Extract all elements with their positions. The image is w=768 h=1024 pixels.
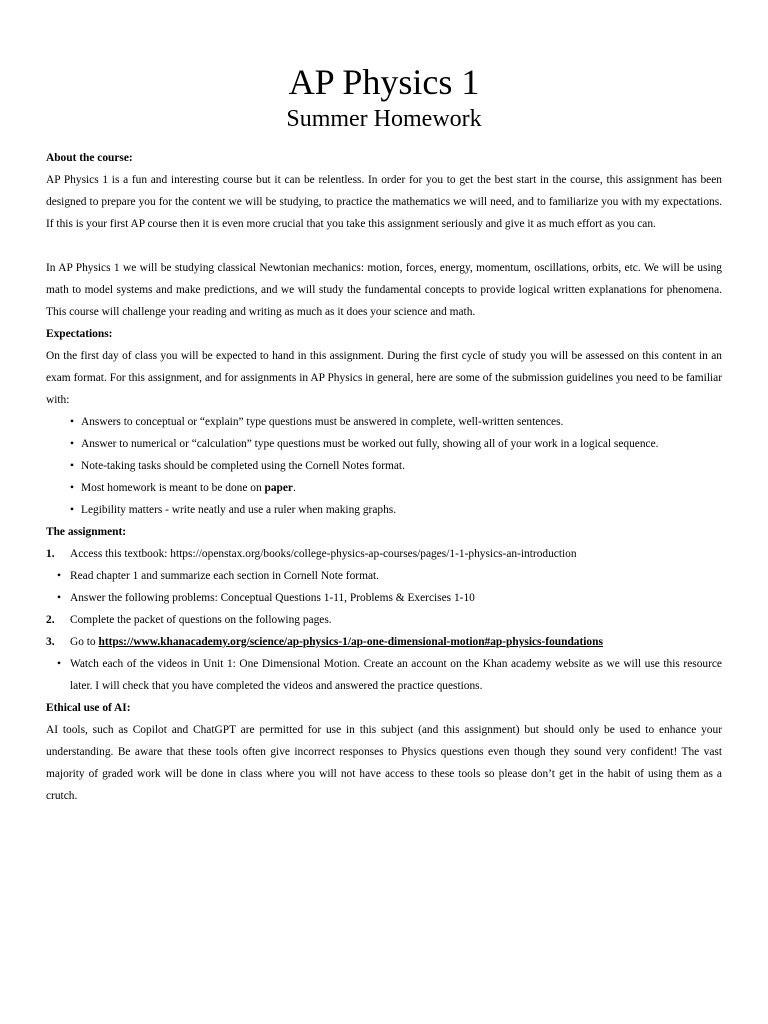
step-text-prefix: Go to bbox=[70, 636, 99, 648]
bullet-icon: • bbox=[57, 658, 61, 670]
step-number: 1. bbox=[46, 548, 55, 560]
list-item-text: Answers to conceptual or “explain” type questions must be answered in complete, well-written sentences. bbox=[81, 416, 564, 428]
bullet-icon: • bbox=[70, 416, 74, 428]
bullet-icon: • bbox=[70, 438, 74, 450]
list-item-text: Answer the following problems: Conceptual Questions 1-11, Problems & Exercises 1-10 bbox=[70, 592, 475, 604]
ai-paragraph: AI tools, such as Copilot and ChatGPT are permitted for use in this subject (and this assignment) but should only be used to enhance your understanding. Be aware that these tools often give incorrect responses to Physics questions even though they sound very confident! The vast majority of graded work will be done in class where you will not have access to these tools so please don’t get in the habit of using them as a crutch. bbox=[46, 724, 722, 802]
list-item-text: Answer to numerical or “calculation” type questions must be worked out fully, showing all of your work in a logical sequence. bbox=[81, 438, 659, 450]
list-item-text: Read chapter 1 and summarize each section in Cornell Note format. bbox=[70, 570, 380, 582]
ai-heading: Ethical use of AI: bbox=[46, 702, 131, 714]
list-item bbox=[46, 411, 722, 433]
document-page bbox=[46, 0, 722, 807]
bullet-icon: • bbox=[70, 460, 74, 472]
document-body bbox=[46, 147, 722, 807]
list-item-text-prefix: Most homework is meant to be done on bbox=[81, 482, 265, 494]
list-item-text: Watch each of the videos in Unit 1: One Dimensional Motion. Create an account on the Khan academy website as we will use this resource later. I will check that you have completed the videos and answered the practice questions. bbox=[70, 658, 722, 692]
expectations-intro: On the first day of class you will be expected to hand in this assignment. During the first cycle of study you will be assessed on this content in an exam format. For this assignment, and for assignments in AP Physics in general, here are some of the submission guidelines you need to be familiar with: bbox=[46, 350, 722, 406]
list-item-text: Legibility matters - write neatly and use a ruler when making graphs. bbox=[81, 504, 397, 516]
bullet-icon: • bbox=[70, 482, 74, 494]
step-text: Access this textbook: https://openstax.org/books/college-physics-ap-courses/pages/1-1-physics-an-introduction bbox=[70, 548, 577, 560]
about-heading: About the course: bbox=[46, 152, 133, 164]
list-item-emphasis: paper bbox=[264, 482, 293, 494]
list-item-text: Note-taking tasks should be completed using the Cornell Notes format. bbox=[81, 460, 405, 472]
list-item bbox=[46, 477, 722, 499]
assignment-step-1 bbox=[46, 543, 722, 565]
list-item-text-suffix: . bbox=[292, 482, 296, 494]
list-item bbox=[46, 653, 722, 697]
list-item bbox=[46, 499, 722, 521]
assignment-heading: The assignment: bbox=[46, 526, 127, 538]
assignment-steps-continued bbox=[46, 609, 722, 653]
list-item bbox=[46, 455, 722, 477]
step-3-subtasks bbox=[46, 653, 722, 697]
about-paragraph-1: AP Physics 1 is a fun and interesting course but it can be relentless. In order for you to get the best start in the course, this assignment has been designed to prepare you for the content we will be studying, to practice the mathematics we will need, and to familiarize you with my expectations. If this is your first AP course then it is even more crucial that you take this assignment seriously and give it as much effort as you can. bbox=[46, 174, 722, 230]
step-1-subtasks bbox=[46, 565, 722, 609]
list-item bbox=[46, 433, 722, 455]
page-subtitle: Summer Homework bbox=[286, 106, 482, 132]
assignment-steps bbox=[46, 543, 722, 565]
step-number: 2. bbox=[46, 614, 55, 626]
about-paragraph-2: In AP Physics 1 we will be studying classical Newtonian mechanics: motion, forces, energy, momentum, oscillations, orbits, etc. We will be using math to model systems and make predictions, and we will study the fundamental concepts to provide logical written explanations for phenomena. This course will challenge your reading and writing as much as it does your science and math. bbox=[46, 262, 722, 318]
expectations-list bbox=[46, 411, 722, 521]
paragraph-spacer bbox=[46, 235, 722, 257]
step-number: 3. bbox=[46, 636, 55, 648]
bullet-icon: • bbox=[70, 504, 74, 516]
khan-academy-link[interactable]: https://www.khanacademy.org/science/ap-physics-1/ap-one-dimensional-motion#ap-physics-foundations bbox=[98, 636, 603, 648]
page-title: AP Physics 1 bbox=[288, 62, 480, 102]
assignment-step-3 bbox=[46, 631, 722, 653]
step-text: Complete the packet of questions on the following pages. bbox=[70, 614, 332, 626]
bullet-icon: • bbox=[57, 592, 61, 604]
list-item bbox=[46, 587, 722, 609]
bullet-icon: • bbox=[57, 570, 61, 582]
assignment-step-2 bbox=[46, 609, 722, 631]
list-item bbox=[46, 565, 722, 587]
expectations-heading: Expectations: bbox=[46, 328, 113, 340]
